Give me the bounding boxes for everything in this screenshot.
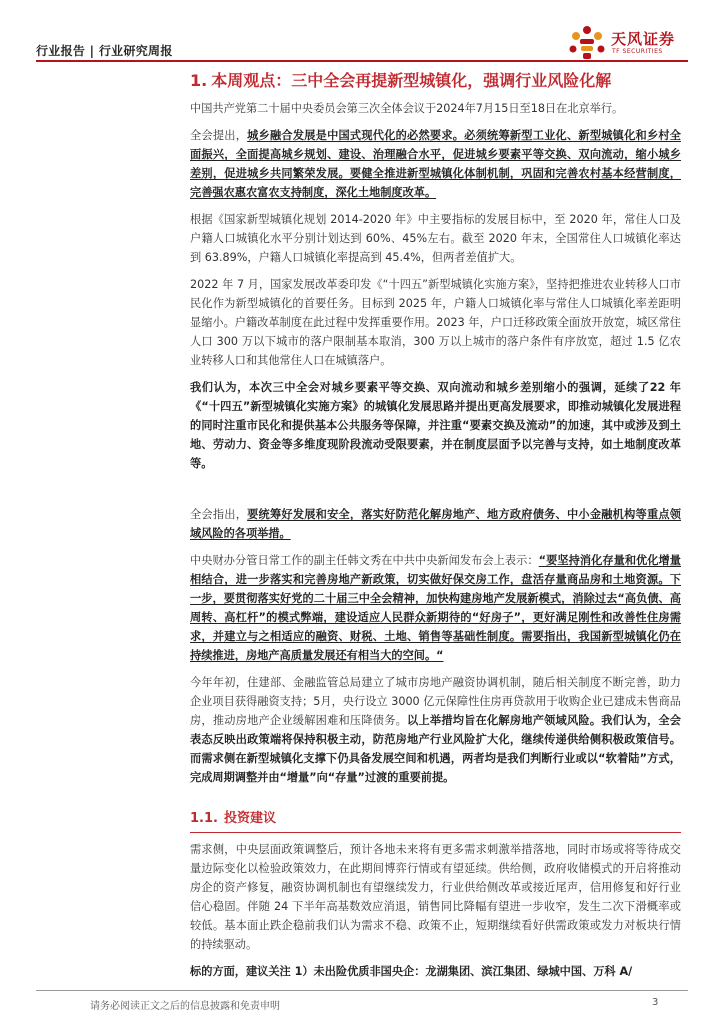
paragraph-emphasis: 要统筹好发展和安全，落实好防范化解房地产、地方政府债务、中小金融机构等重点领域风险的各项举措。 <box>190 508 681 540</box>
section-number: 1. <box>190 71 208 90</box>
paragraph-emphasis: 以上举措均旨在化解房地产领域风险。我们认为，全会表态反映出政策端将保持积极主动，防范房地产行业风险扩大化，继续传递供给侧积极政策信号。而需求侧在新型城镇化支撑下仍具备发展空间和机遇，两者均是我们判断行业或以“软着陆”方式，完成周期调整并由“增量”向“存量”过渡的重要前提。 <box>190 714 681 784</box>
paragraph-plenary-urbanization <box>190 126 681 202</box>
paragraph-han-wenxiu-quote <box>190 551 681 665</box>
footer-disclaimer: 请务必阅读正文之后的信息披露和免责申明 <box>90 1001 280 1012</box>
logo-chinese-name: 天风证券 <box>611 30 676 48</box>
paragraph-emphasis: 城乡融合发展是中国式现代化的必然要求。必须统筹新型工业化、新型城镇化和乡村全面振兴，全面提高城乡规划、建设、治理融合水平，促进城乡要素平等交换、双向流动，缩小城乡差别，促进城乡共同繁荣发展。要健全推进新型城镇化体制机制，巩固和完善农村基本经营制度，完善强农惠农富农支持制度，深化土地制度改革。 <box>190 129 681 199</box>
paragraph-lead: 中央财办分管日常工作的副主任韩文秀在中共中央新闻发布会上表示： <box>190 554 539 567</box>
report-breadcrumb: 行业报告 | 行业研究周报 <box>36 44 173 58</box>
paragraph-emphasis: “要坚持消化存量和优化增量相结合，进一步落实和完善房地产新政策，切实做好保交房工作，盘活存量商品房和土地资源。下一步，要贯彻落实好党的二十届三中全会精神，加快构建房地产发展新模式，消除过去“高负债、高周转、高杠杆”的模式弊端，建设适应人民群众新期待的“好房子”，更好满足刚性和改善性住房需求，并建立与之相适应的融资、财税、土地、销售等基础性制度。需要指出，我国新型城镇化仍在持续推进，房地产高质量发展还有相当大的空间。“ <box>190 554 681 662</box>
main-content <box>190 68 681 981</box>
paragraph-lead: 今年年初，住建部、金融监管总局建立了城市房地产融资协调机制，随后相关制度不断完善，助力企业项目获得融资支持；5月，央行设立 3000 亿元保障性住房再贷款用于收购企业已建成未售商品房，推动房地产企业缓解困难和压降债务。 <box>190 676 681 727</box>
spacer <box>190 473 681 497</box>
paragraph-our-view-urbanization: 我们认为，本次三中全会对城乡要素平等交换、双向流动和城乡差别缩小的强调，延续了22 年《“十四五”新型城镇化实施方案》的城镇化发展思路并提出更高发展要求，即推动城镇化发展进程的同时注重市民化和提供基本公共服务等保障，并注重“要素交换及流动”的加速，其中或涉及到土地、劳动力、资金等多维度现阶段流动受限要素，并在制度层面予以完善与支持，如土地制度改革等。 <box>190 381 681 470</box>
paragraph-14th-five-year: 2022 年 7 月，国家发展改革委印发《“十四五”新型城镇化实施方案》，坚持把推进农业转移人口市民化作为新型城镇化的首要任务。目标到 2025 年，户籍人口城镇化率与常住人口城镇化率差距明显缩小。户籍改革制度在此过程中发挥重要作用。2023 年，户口迁移政策全面放开放宽，城区常住人口 300 万以下城市的落户限制基本取消，300 万以上城市的落户条件有序放宽，超过 1.5 亿农业转移人口和其他常住人口在城镇落户。 <box>190 278 681 367</box>
company-logo <box>567 24 689 62</box>
paragraph-financing-mechanism <box>190 673 681 787</box>
section-heading <box>190 70 681 92</box>
paragraph-lead: 全会提出， <box>190 129 248 142</box>
paragraph-plenary-risk <box>190 505 681 543</box>
paragraph-meeting-date: 中国共产党第二十届中央委员会第三次全体会议于2024年7月15日至18日在北京举行。 <box>190 102 624 115</box>
paragraph-lead: 全会指出， <box>190 508 248 521</box>
subsection-title: 投资建议 <box>223 811 276 826</box>
logo-english-name: TF SECURITIES <box>612 48 663 55</box>
section-title: 本周观点：三中全会再提新型城镇化，强调行业风险化解 <box>211 71 612 90</box>
logo-mark-icon <box>567 25 607 61</box>
page-number: 3 <box>652 997 659 1008</box>
subsection-number: 1.1. <box>190 811 218 826</box>
subsection-heading <box>190 809 681 829</box>
subsection-divider <box>190 832 681 833</box>
footer-divider <box>36 990 688 991</box>
paragraph-recommended-stocks: 标的方面，建议关注 1）未出险优质非国央企：龙湖集团、滨江集团、绿城中国、万科 A/ <box>190 965 633 978</box>
paragraph-urbanization-plan: 根据《国家新型城镇化规划 2014-2020 年》中主要指标的发展目标中，至 2020 年，常住人口及户籍人口城镇化水平分别计划达到 60%、45%左右。截至 2020 年末，全国常住人口城镇化率达到 63.89%，户籍人口城镇化率提高到 45.4%，但两者差值扩大。 <box>190 213 681 264</box>
paragraph-investment-demand-supply: 需求侧，中央层面政策调整后，预计各地未来将有更多需求刺激举措落地，同时市场或将等待成交量边际变化以检验政策效力，在此期间博弈行情或有望延续。供给侧，政府收储模式的开启将推动房企的资产修复，融资协调机制也有望继续发力，行业供给侧改革或接近尾声，信用修复和好行业信心稳固。伴随 24 下半年高基数效应消退，销售同比降幅有望进一步收窄，发生二次下滑概率或较低。基本面止跌企稳前我们认为需求不稳、政策不止，短期继续看好供需政策或发力对板块行情的持续驱动。 <box>190 843 681 951</box>
